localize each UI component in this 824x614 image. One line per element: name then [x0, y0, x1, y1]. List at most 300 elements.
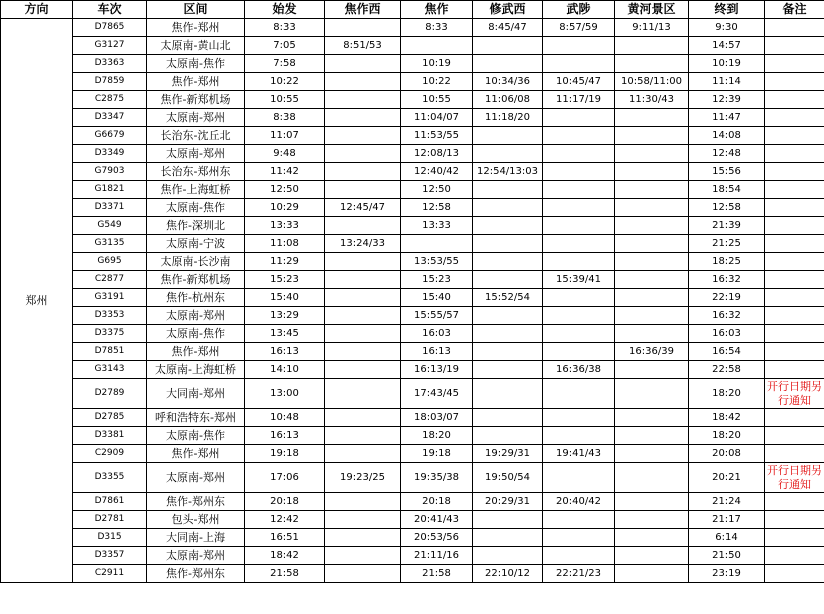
origin-time-cell: 13:00 [245, 379, 325, 409]
table-row [1, 361, 824, 379]
jiaozuo-time-cell: 16:13 [401, 343, 473, 361]
xiuwuxi-time-cell: 11:06/08 [473, 91, 543, 109]
remark-cell [765, 361, 824, 379]
wuzhi-time-cell [543, 427, 615, 445]
remark-cell [765, 445, 824, 463]
huanghe-time-cell [615, 271, 689, 289]
xiuwuxi-time-cell: 19:50/54 [473, 463, 543, 493]
jiaozuoxi-time-cell [325, 19, 401, 37]
origin-time-cell: 21:58 [245, 565, 325, 583]
xiuwuxi-time-cell: 10:34/36 [473, 73, 543, 91]
origin-time-cell: 15:23 [245, 271, 325, 289]
jiaozuoxi-time-cell: 13:24/33 [325, 235, 401, 253]
train-number-cell: D315 [73, 529, 147, 547]
huanghe-time-cell [615, 199, 689, 217]
jiaozuo-time-cell: 10:55 [401, 91, 473, 109]
table-row [1, 271, 824, 289]
origin-time-cell: 11:42 [245, 163, 325, 181]
remark-cell [765, 253, 824, 271]
origin-time-cell: 9:48 [245, 145, 325, 163]
table-row [1, 199, 824, 217]
route-cell: 太原南-宁波 [147, 235, 245, 253]
wuzhi-time-cell [543, 325, 615, 343]
table-row [1, 181, 824, 199]
dest-time-cell: 6:14 [689, 529, 765, 547]
huanghe-time-cell [615, 289, 689, 307]
table-row [1, 289, 824, 307]
train-number-cell: D7859 [73, 73, 147, 91]
huanghe-time-cell [615, 253, 689, 271]
table-row [1, 325, 824, 343]
huanghe-time-cell [615, 109, 689, 127]
jiaozuoxi-time-cell [325, 253, 401, 271]
train-number-cell: G695 [73, 253, 147, 271]
jiaozuoxi-time-cell [325, 343, 401, 361]
wuzhi-time-cell: 11:17/19 [543, 91, 615, 109]
jiaozuoxi-time-cell [325, 547, 401, 565]
jiaozuo-time-cell: 19:35/38 [401, 463, 473, 493]
remark-cell [765, 511, 824, 529]
remark-cell [765, 235, 824, 253]
remark-cell [765, 307, 824, 325]
route-cell: 太原南-焦作 [147, 55, 245, 73]
train-number-cell: G549 [73, 217, 147, 235]
header-huanghe: 黄河景区 [615, 1, 689, 19]
dest-time-cell: 20:21 [689, 463, 765, 493]
train-number-cell: D3371 [73, 199, 147, 217]
wuzhi-time-cell [543, 145, 615, 163]
dest-time-cell: 15:56 [689, 163, 765, 181]
header-dest-time: 终到 [689, 1, 765, 19]
wuzhi-time-cell [543, 529, 615, 547]
train-number-cell: G3191 [73, 289, 147, 307]
route-cell: 大同南-郑州 [147, 379, 245, 409]
table-row [1, 409, 824, 427]
jiaozuoxi-time-cell [325, 289, 401, 307]
origin-time-cell: 11:07 [245, 127, 325, 145]
origin-time-cell: 18:42 [245, 547, 325, 565]
table-row [1, 463, 824, 493]
origin-time-cell: 16:13 [245, 343, 325, 361]
route-cell: 太原南-长沙南 [147, 253, 245, 271]
wuzhi-time-cell [543, 217, 615, 235]
dest-time-cell: 22:19 [689, 289, 765, 307]
header-remark: 备注 [765, 1, 824, 19]
table-row [1, 163, 824, 181]
xiuwuxi-time-cell: 20:29/31 [473, 493, 543, 511]
jiaozuoxi-time-cell [325, 511, 401, 529]
jiaozuoxi-time-cell [325, 145, 401, 163]
origin-time-cell: 17:06 [245, 463, 325, 493]
table-row [1, 235, 824, 253]
train-number-cell: D2785 [73, 409, 147, 427]
huanghe-time-cell [615, 529, 689, 547]
origin-time-cell: 14:10 [245, 361, 325, 379]
remark-cell [765, 217, 824, 235]
table-row [1, 379, 824, 409]
remark-cell [765, 199, 824, 217]
header-train-number: 车次 [73, 1, 147, 19]
jiaozuoxi-time-cell: 8:51/53 [325, 37, 401, 55]
remark-cell [765, 127, 824, 145]
huanghe-time-cell [615, 145, 689, 163]
route-cell: 焦作-上海虹桥 [147, 181, 245, 199]
remark-cell [765, 73, 824, 91]
dest-time-cell: 21:25 [689, 235, 765, 253]
table-row [1, 493, 824, 511]
jiaozuoxi-time-cell [325, 361, 401, 379]
origin-time-cell: 12:42 [245, 511, 325, 529]
table-row [1, 253, 824, 271]
train-number-cell: C2911 [73, 565, 147, 583]
origin-time-cell: 11:29 [245, 253, 325, 271]
origin-time-cell: 13:45 [245, 325, 325, 343]
remark-cell [765, 145, 824, 163]
dest-time-cell: 14:08 [689, 127, 765, 145]
wuzhi-time-cell: 15:39/41 [543, 271, 615, 289]
train-number-cell: D3363 [73, 55, 147, 73]
route-cell: 焦作-郑州 [147, 445, 245, 463]
train-number-cell: D7851 [73, 343, 147, 361]
jiaozuoxi-time-cell [325, 565, 401, 583]
origin-time-cell: 8:38 [245, 109, 325, 127]
dest-time-cell: 18:42 [689, 409, 765, 427]
dest-time-cell: 9:30 [689, 19, 765, 37]
xiuwuxi-time-cell: 19:29/31 [473, 445, 543, 463]
dest-time-cell: 12:48 [689, 145, 765, 163]
route-cell: 太原南-黄山北 [147, 37, 245, 55]
remark-cell [765, 181, 824, 199]
train-number-cell: C2877 [73, 271, 147, 289]
remark-cell: 开行日期另行通知 [765, 379, 824, 409]
huanghe-time-cell [615, 493, 689, 511]
train-number-cell: G7903 [73, 163, 147, 181]
header-jiaozuo: 焦作 [401, 1, 473, 19]
header-origin-time: 始发 [245, 1, 325, 19]
table-row [1, 307, 824, 325]
huanghe-time-cell [615, 181, 689, 199]
header-direction: 方向 [1, 1, 73, 19]
dest-time-cell: 22:58 [689, 361, 765, 379]
origin-time-cell: 19:18 [245, 445, 325, 463]
remark-cell [765, 547, 824, 565]
jiaozuoxi-time-cell [325, 307, 401, 325]
route-cell: 焦作-郑州 [147, 73, 245, 91]
xiuwuxi-time-cell: 8:45/47 [473, 19, 543, 37]
xiuwuxi-time-cell [473, 409, 543, 427]
wuzhi-time-cell [543, 307, 615, 325]
train-number-cell: D2789 [73, 379, 147, 409]
huanghe-time-cell [615, 235, 689, 253]
origin-time-cell: 16:51 [245, 529, 325, 547]
dest-time-cell: 21:50 [689, 547, 765, 565]
route-cell: 太原南-郑州 [147, 547, 245, 565]
wuzhi-time-cell [543, 343, 615, 361]
origin-time-cell: 7:58 [245, 55, 325, 73]
train-number-cell: G3143 [73, 361, 147, 379]
wuzhi-time-cell [543, 289, 615, 307]
xiuwuxi-time-cell [473, 145, 543, 163]
jiaozuo-time-cell: 15:55/57 [401, 307, 473, 325]
wuzhi-time-cell [543, 55, 615, 73]
table-row [1, 19, 824, 37]
header-wuzhi: 武陟 [543, 1, 615, 19]
origin-time-cell: 10:48 [245, 409, 325, 427]
train-number-cell: G3135 [73, 235, 147, 253]
huanghe-time-cell [615, 445, 689, 463]
xiuwuxi-time-cell [473, 427, 543, 445]
route-cell: 焦作-深圳北 [147, 217, 245, 235]
table-row [1, 343, 824, 361]
huanghe-time-cell [615, 325, 689, 343]
jiaozuoxi-time-cell [325, 91, 401, 109]
xiuwuxi-time-cell [473, 181, 543, 199]
origin-time-cell: 10:29 [245, 199, 325, 217]
jiaozuoxi-time-cell [325, 163, 401, 181]
remark-cell [765, 529, 824, 547]
wuzhi-time-cell [543, 511, 615, 529]
jiaozuoxi-time-cell [325, 271, 401, 289]
xiuwuxi-time-cell [473, 325, 543, 343]
train-number-cell: G3127 [73, 37, 147, 55]
huanghe-time-cell [615, 463, 689, 493]
jiaozuoxi-time-cell [325, 73, 401, 91]
jiaozuoxi-time-cell [325, 325, 401, 343]
jiaozuo-time-cell: 20:53/56 [401, 529, 473, 547]
xiuwuxi-time-cell [473, 307, 543, 325]
jiaozuo-time-cell: 12:08/13 [401, 145, 473, 163]
train-number-cell: G6679 [73, 127, 147, 145]
train-number-cell: D3381 [73, 427, 147, 445]
origin-time-cell: 13:29 [245, 307, 325, 325]
remark-cell [765, 91, 824, 109]
dest-time-cell: 21:17 [689, 511, 765, 529]
huanghe-time-cell: 9:11/13 [615, 19, 689, 37]
jiaozuoxi-time-cell [325, 529, 401, 547]
xiuwuxi-time-cell [473, 217, 543, 235]
jiaozuo-time-cell: 19:18 [401, 445, 473, 463]
route-cell: 太原南-郑州 [147, 109, 245, 127]
origin-time-cell: 16:13 [245, 427, 325, 445]
dest-time-cell: 16:03 [689, 325, 765, 343]
route-cell: 太原南-上海虹桥 [147, 361, 245, 379]
xiuwuxi-time-cell [473, 127, 543, 145]
table-row [1, 547, 824, 565]
train-number-cell: C2875 [73, 91, 147, 109]
header-jiaozuoxi: 焦作西 [325, 1, 401, 19]
train-number-cell: D7861 [73, 493, 147, 511]
table-row [1, 529, 824, 547]
jiaozuo-time-cell: 17:43/45 [401, 379, 473, 409]
jiaozuoxi-time-cell [325, 409, 401, 427]
jiaozuo-time-cell: 12:50 [401, 181, 473, 199]
huanghe-time-cell: 11:30/43 [615, 91, 689, 109]
dest-time-cell: 20:08 [689, 445, 765, 463]
jiaozuoxi-time-cell: 12:45/47 [325, 199, 401, 217]
huanghe-time-cell [615, 361, 689, 379]
jiaozuo-time-cell: 20:41/43 [401, 511, 473, 529]
table-row [1, 445, 824, 463]
wuzhi-time-cell [543, 235, 615, 253]
dest-time-cell: 16:32 [689, 271, 765, 289]
dest-time-cell: 21:24 [689, 493, 765, 511]
wuzhi-time-cell: 19:41/43 [543, 445, 615, 463]
header-route: 区间 [147, 1, 245, 19]
train-number-cell: D3375 [73, 325, 147, 343]
remark-cell [765, 163, 824, 181]
wuzhi-time-cell [543, 379, 615, 409]
dest-time-cell: 18:25 [689, 253, 765, 271]
remark-cell [765, 343, 824, 361]
jiaozuo-time-cell: 12:58 [401, 199, 473, 217]
route-cell: 太原南-郑州 [147, 463, 245, 493]
route-cell: 焦作-新郑机场 [147, 271, 245, 289]
huanghe-time-cell: 10:58/11:00 [615, 73, 689, 91]
table-row [1, 511, 824, 529]
huanghe-time-cell [615, 127, 689, 145]
table-row [1, 217, 824, 235]
dest-time-cell: 14:57 [689, 37, 765, 55]
wuzhi-time-cell: 8:57/59 [543, 19, 615, 37]
jiaozuoxi-time-cell [325, 127, 401, 145]
train-number-cell: G1821 [73, 181, 147, 199]
table-row [1, 55, 824, 73]
jiaozuo-time-cell: 21:11/16 [401, 547, 473, 565]
xiuwuxi-time-cell [473, 361, 543, 379]
route-cell: 太原南-郑州 [147, 307, 245, 325]
route-cell: 太原南-郑州 [147, 145, 245, 163]
huanghe-time-cell [615, 55, 689, 73]
jiaozuoxi-time-cell [325, 55, 401, 73]
xiuwuxi-time-cell [473, 55, 543, 73]
xiuwuxi-time-cell [473, 511, 543, 529]
wuzhi-time-cell [543, 547, 615, 565]
remark-cell [765, 427, 824, 445]
table-row [1, 565, 824, 583]
jiaozuoxi-time-cell: 19:23/25 [325, 463, 401, 493]
remark-cell [765, 493, 824, 511]
wuzhi-time-cell [543, 181, 615, 199]
header-xiuwuxi: 修武西 [473, 1, 543, 19]
xiuwuxi-time-cell [473, 547, 543, 565]
table-row [1, 427, 824, 445]
dest-time-cell: 21:39 [689, 217, 765, 235]
dest-time-cell: 10:19 [689, 55, 765, 73]
route-cell: 焦作-杭州东 [147, 289, 245, 307]
huanghe-time-cell [615, 409, 689, 427]
origin-time-cell: 10:55 [245, 91, 325, 109]
wuzhi-time-cell: 22:21/23 [543, 565, 615, 583]
wuzhi-time-cell [543, 109, 615, 127]
remark-cell [765, 325, 824, 343]
route-cell: 焦作-郑州东 [147, 565, 245, 583]
origin-time-cell: 15:40 [245, 289, 325, 307]
dest-time-cell: 11:14 [689, 73, 765, 91]
xiuwuxi-time-cell [473, 529, 543, 547]
route-cell: 大同南-上海 [147, 529, 245, 547]
jiaozuo-time-cell: 11:53/55 [401, 127, 473, 145]
jiaozuo-time-cell [401, 235, 473, 253]
wuzhi-time-cell [543, 253, 615, 271]
wuzhi-time-cell [543, 463, 615, 493]
jiaozuo-time-cell: 13:53/55 [401, 253, 473, 271]
xiuwuxi-time-cell: 22:10/12 [473, 565, 543, 583]
route-cell: 焦作-郑州东 [147, 493, 245, 511]
huanghe-time-cell [615, 163, 689, 181]
jiaozuo-time-cell: 18:20 [401, 427, 473, 445]
jiaozuo-time-cell: 12:40/42 [401, 163, 473, 181]
jiaozuoxi-time-cell [325, 379, 401, 409]
jiaozuo-time-cell: 18:03/07 [401, 409, 473, 427]
origin-time-cell: 7:05 [245, 37, 325, 55]
jiaozuo-time-cell: 15:40 [401, 289, 473, 307]
header-row [1, 1, 824, 19]
table-row [1, 145, 824, 163]
origin-time-cell: 11:08 [245, 235, 325, 253]
remark-cell [765, 37, 824, 55]
wuzhi-time-cell: 16:36/38 [543, 361, 615, 379]
xiuwuxi-time-cell [473, 343, 543, 361]
origin-time-cell: 8:33 [245, 19, 325, 37]
jiaozuoxi-time-cell [325, 181, 401, 199]
remark-cell: 开行日期另行通知 [765, 463, 824, 493]
train-number-cell: D3353 [73, 307, 147, 325]
jiaozuo-time-cell: 8:33 [401, 19, 473, 37]
huanghe-time-cell [615, 547, 689, 565]
direction-cell: 郑州 [1, 19, 73, 583]
xiuwuxi-time-cell: 12:54/13:03 [473, 163, 543, 181]
jiaozuoxi-time-cell [325, 217, 401, 235]
huanghe-time-cell [615, 307, 689, 325]
route-cell: 包头-郑州 [147, 511, 245, 529]
jiaozuo-time-cell: 13:33 [401, 217, 473, 235]
table-row [1, 73, 824, 91]
train-number-cell: D3347 [73, 109, 147, 127]
wuzhi-time-cell: 20:40/42 [543, 493, 615, 511]
route-cell: 焦作-郑州 [147, 19, 245, 37]
wuzhi-time-cell [543, 199, 615, 217]
wuzhi-time-cell: 10:45/47 [543, 73, 615, 91]
huanghe-time-cell [615, 379, 689, 409]
train-number-cell: D2781 [73, 511, 147, 529]
xiuwuxi-time-cell [473, 199, 543, 217]
jiaozuo-time-cell: 11:04/07 [401, 109, 473, 127]
route-cell: 太原南-焦作 [147, 427, 245, 445]
dest-time-cell: 23:19 [689, 565, 765, 583]
jiaozuo-time-cell: 21:58 [401, 565, 473, 583]
remark-cell [765, 19, 824, 37]
route-cell: 呼和浩特东-郑州 [147, 409, 245, 427]
jiaozuo-time-cell: 15:23 [401, 271, 473, 289]
train-number-cell: D3355 [73, 463, 147, 493]
dest-time-cell: 11:47 [689, 109, 765, 127]
huanghe-time-cell [615, 427, 689, 445]
jiaozuo-time-cell: 10:19 [401, 55, 473, 73]
remark-cell [765, 109, 824, 127]
route-cell: 长治东-郑州东 [147, 163, 245, 181]
table-row [1, 127, 824, 145]
huanghe-time-cell [615, 511, 689, 529]
wuzhi-time-cell [543, 127, 615, 145]
jiaozuo-time-cell: 16:13/19 [401, 361, 473, 379]
jiaozuoxi-time-cell [325, 445, 401, 463]
xiuwuxi-time-cell: 11:18/20 [473, 109, 543, 127]
origin-time-cell: 10:22 [245, 73, 325, 91]
jiaozuoxi-time-cell [325, 493, 401, 511]
wuzhi-time-cell [543, 37, 615, 55]
xiuwuxi-time-cell [473, 379, 543, 409]
dest-time-cell: 18:20 [689, 379, 765, 409]
